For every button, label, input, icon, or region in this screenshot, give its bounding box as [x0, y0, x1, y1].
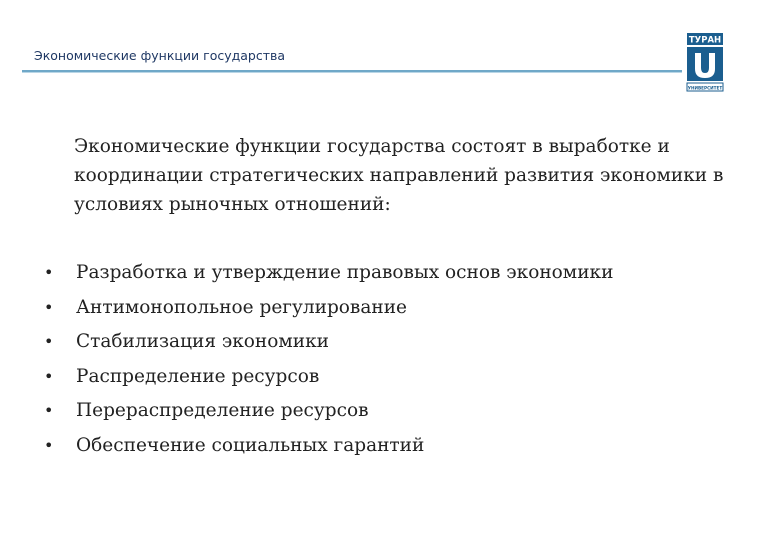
- list-item: [44, 291, 744, 326]
- list-item-label: Перераспределение ресурсов: [76, 400, 369, 421]
- list-item-label: Распределение ресурсов: [76, 365, 320, 387]
- functions-list: [44, 256, 744, 463]
- list-item: [44, 256, 744, 291]
- list-item: [44, 360, 744, 395]
- list-item: [44, 325, 744, 360]
- list-item-label: Обеспечение социальных гарантий: [76, 434, 425, 456]
- list-item-label: Разработка и утверждение правовых основ экономики: [76, 262, 614, 283]
- turan-logo-icon: [686, 32, 724, 92]
- logo-top-text: ТУРАН: [688, 35, 722, 46]
- list-item: [44, 429, 744, 464]
- university-logo: [686, 32, 724, 92]
- bullet-icon: •: [44, 297, 54, 317]
- bullet-icon: •: [44, 263, 54, 282]
- list-item: [44, 394, 744, 429]
- bullet-icon: •: [44, 366, 54, 386]
- header-divider: [22, 70, 682, 73]
- bullet-icon: •: [44, 435, 54, 455]
- bullet-icon: •: [44, 332, 54, 351]
- list-item-label: Стабилизация экономики: [76, 331, 330, 352]
- list-item-label: Антимонопольное регулирование: [76, 296, 407, 318]
- logo-bottom-text: УНИВЕРСИТЕТ: [687, 85, 723, 91]
- slide-header-title: Экономические функции государства: [34, 48, 286, 63]
- intro-paragraph: Экономические функции государства состоят в выработке и координации стратегических направлений развития экономики в условиях рыночных отношений:: [74, 136, 724, 215]
- bullet-icon: •: [44, 401, 54, 420]
